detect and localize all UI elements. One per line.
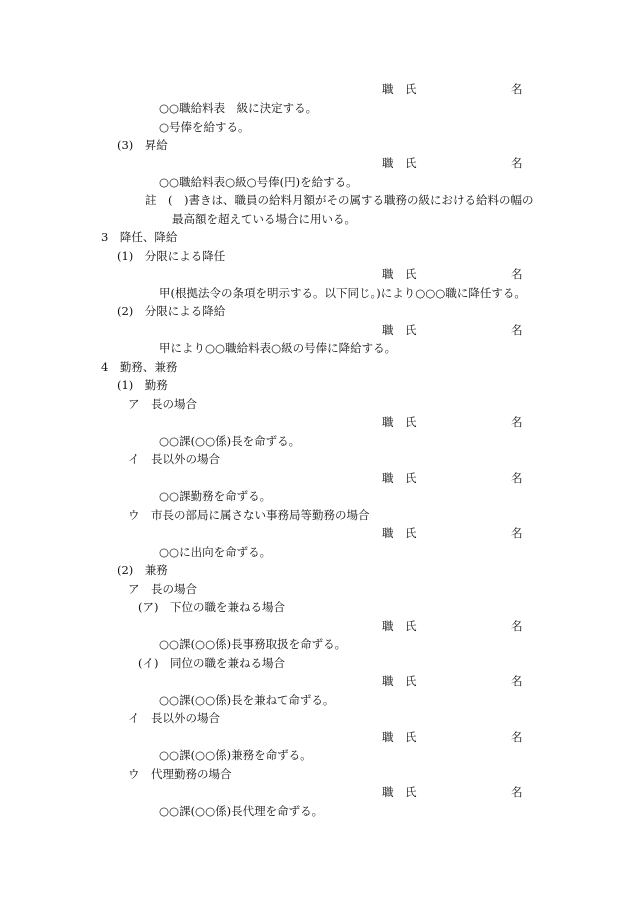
signature-shoku: 職 (382, 785, 394, 799)
signature-shoku: 職 (382, 415, 394, 429)
section-heading: (3) 昇給 (117, 138, 168, 152)
signature-mei: 名 (511, 415, 523, 429)
signature-shi: 氏 (405, 415, 417, 429)
signature-shoku: 職 (382, 471, 394, 485)
signature-shoku: 職 (382, 267, 394, 281)
signature-shi: 氏 (405, 267, 417, 281)
signature-line (0, 619, 630, 633)
subsection-heading: ア 長の場合 (128, 397, 197, 411)
subsection-heading: ウ 市長の部局に属さない事務局等勤務の場合 (128, 508, 370, 522)
signature-shi: 氏 (405, 156, 417, 170)
signature-mei: 名 (511, 619, 523, 633)
signature-shi: 氏 (405, 471, 417, 485)
signature-line (0, 415, 630, 429)
body-line: 甲(根拠法令の条項を明示する。以下同じ。)により○○○職に降任する。 (159, 286, 526, 300)
signature-shi: 氏 (405, 323, 417, 337)
body-line: ○○課勤務を命ずる。 (159, 489, 272, 503)
chapter-heading: 3 降任、降給 (101, 230, 178, 244)
signature-shi: 氏 (405, 82, 417, 96)
signature-shoku: 職 (382, 526, 394, 540)
signature-mei: 名 (511, 323, 523, 337)
signature-shoku: 職 (382, 674, 394, 688)
section-heading: (1) 分限による降任 (117, 249, 226, 263)
signature-shi: 氏 (405, 526, 417, 540)
signature-mei: 名 (511, 526, 523, 540)
body-line: ○○課(○○係)長を命ずる。 (159, 434, 301, 448)
section-heading: (2) 分限による降給 (117, 304, 226, 318)
item-heading: (ア) 下位の職を兼ねる場合 (138, 600, 285, 614)
section-heading: (2) 兼務 (117, 563, 168, 577)
signature-mei: 名 (511, 674, 523, 688)
signature-line (0, 785, 630, 799)
body-line: ○号俸を給する。 (159, 120, 250, 134)
body-line: ○○課(○○係)長を兼ねて命ずる。 (159, 693, 335, 707)
signature-mei: 名 (511, 785, 523, 799)
signature-mei: 名 (511, 267, 523, 281)
item-heading: (イ) 同位の職を兼ねる場合 (138, 656, 285, 670)
signature-line (0, 674, 630, 688)
signature-mei: 名 (511, 156, 523, 170)
signature-mei: 名 (511, 730, 523, 744)
body-line: ○○職給料表 級に決定する。 (159, 101, 318, 115)
body-line: ○○課(○○係)兼務を命ずる。 (159, 748, 312, 762)
signature-shi: 氏 (405, 785, 417, 799)
signature-shoku: 職 (382, 730, 394, 744)
signature-line (0, 471, 630, 485)
body-line: ○○課(○○係)長事務取扱を命ずる。 (159, 637, 347, 651)
chapter-heading: 4 勤務、兼務 (101, 360, 178, 374)
signature-shi: 氏 (405, 730, 417, 744)
signature-mei: 名 (511, 471, 523, 485)
signature-shi: 氏 (405, 619, 417, 633)
subsection-heading: イ 長以外の場合 (128, 711, 220, 725)
signature-shoku: 職 (382, 82, 394, 96)
subsection-heading: イ 長以外の場合 (128, 452, 220, 466)
body-line: ○○職給料表○級○号俸(円)を給する。 (159, 175, 358, 189)
note-line: 最高額を超えている場合に用いる。 (172, 212, 356, 226)
note-line: 註 ( )書きは、職員の給料月額がその属する職務の級における給料の幅の (145, 193, 534, 207)
signature-line (0, 323, 630, 337)
subsection-heading: ウ 代理勤務の場合 (128, 767, 232, 781)
signature-line (0, 82, 630, 96)
signature-shoku: 職 (382, 323, 394, 337)
signature-line (0, 730, 630, 744)
body-line: 甲により○○職給料表○級の号俸に降給する。 (159, 341, 397, 355)
signature-shi: 氏 (405, 674, 417, 688)
signature-line (0, 156, 630, 170)
signature-mei: 名 (511, 82, 523, 96)
section-heading: (1) 勤務 (117, 378, 168, 392)
signature-line (0, 267, 630, 281)
signature-shoku: 職 (382, 619, 394, 633)
body-line: ○○課(○○係)長代理を命ずる。 (159, 804, 324, 818)
signature-line (0, 526, 630, 540)
signature-shoku: 職 (382, 156, 394, 170)
body-line: ○○に出向を命ずる。 (159, 545, 272, 559)
subsection-heading: ア 長の場合 (128, 582, 197, 596)
